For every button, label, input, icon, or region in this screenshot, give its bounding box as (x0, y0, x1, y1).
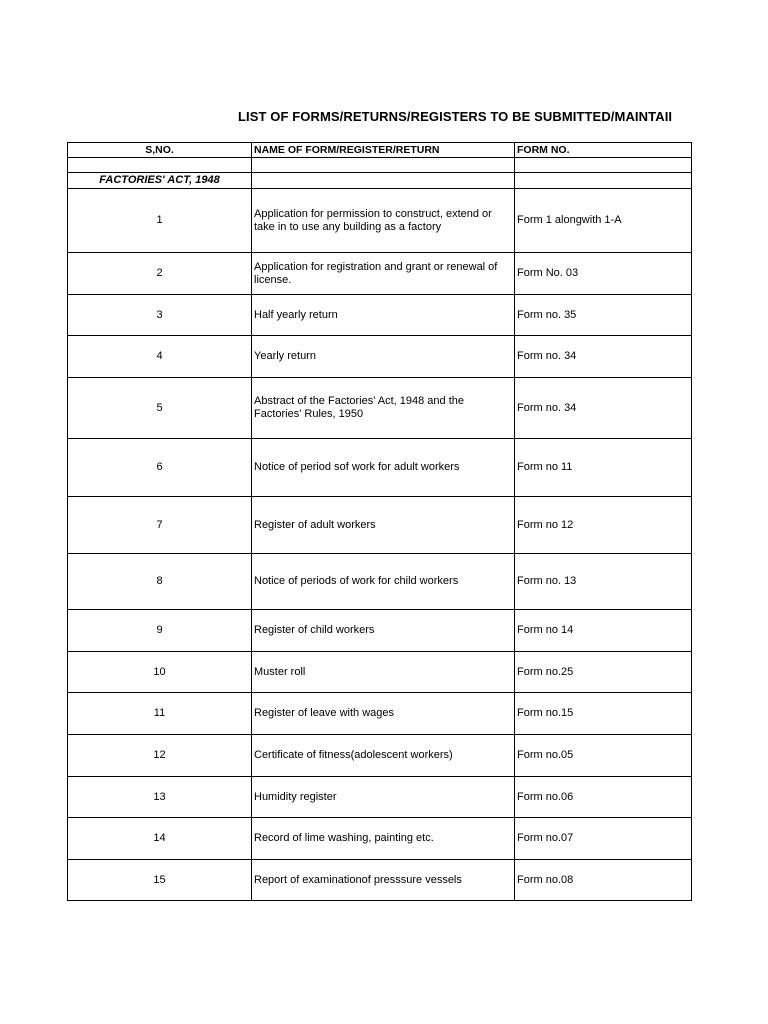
row-sno: 2 (68, 253, 252, 295)
row-sno: 3 (68, 295, 252, 336)
blank-cell (515, 173, 692, 189)
row-sno: 11 (68, 693, 252, 735)
row-name: Yearly return (252, 336, 515, 378)
header-name: NAME OF FORM/REGISTER/RETURN (252, 143, 515, 158)
row-sno: 9 (68, 610, 252, 652)
table-row (68, 693, 692, 735)
row-form-no: Form no. 13 (515, 554, 692, 610)
table-row (68, 497, 692, 554)
row-name: Register of leave with wages (252, 693, 515, 735)
row-form-no: Form no.25 (515, 652, 692, 693)
table-row (68, 818, 692, 860)
row-form-no: Form no. 34 (515, 378, 692, 439)
table-row (68, 295, 692, 336)
blank-cell (68, 158, 252, 173)
header-sno: S,NO. (68, 143, 252, 158)
row-name: Record of lime washing, painting etc. (252, 818, 515, 860)
row-sno: 1 (68, 189, 252, 253)
row-name: Muster roll (252, 652, 515, 693)
row-form-no: Form 1 alongwith 1-A (515, 189, 692, 253)
table-row (68, 777, 692, 818)
row-name: Half yearly return (252, 295, 515, 336)
row-sno: 10 (68, 652, 252, 693)
row-form-no: Form no. 35 (515, 295, 692, 336)
row-name: Certificate of fitness(adolescent workers) (252, 735, 515, 777)
table-row (68, 610, 692, 652)
row-name: Register of child workers (252, 610, 515, 652)
row-sno: 5 (68, 378, 252, 439)
row-name: Humidity register (252, 777, 515, 818)
row-sno: 7 (68, 497, 252, 554)
row-sno: 15 (68, 860, 252, 901)
row-form-no: Form no 12 (515, 497, 692, 554)
row-form-no: Form no.07 (515, 818, 692, 860)
blank-cell (515, 158, 692, 173)
row-name: Register of adult workers (252, 497, 515, 554)
table-row (68, 860, 692, 901)
row-name: Report of examinationof presssure vessels (252, 860, 515, 901)
table-row (68, 554, 692, 610)
table-row (68, 378, 692, 439)
section-row (68, 173, 692, 189)
blank-cell (252, 173, 515, 189)
row-form-no: Form No. 03 (515, 253, 692, 295)
row-form-no: Form no.15 (515, 693, 692, 735)
page-title-container (238, 106, 690, 128)
header-form-no: FORM NO. (515, 143, 692, 158)
row-name: Notice of periods of work for child workers (252, 554, 515, 610)
row-name: Notice of period sof work for adult workers (252, 439, 515, 497)
section-label: FACTORIES' ACT, 1948 (68, 173, 252, 189)
blank-row (68, 158, 692, 173)
row-form-no: Form no.06 (515, 777, 692, 818)
table-row (68, 735, 692, 777)
row-form-no: Form no.08 (515, 860, 692, 901)
table-row (68, 439, 692, 497)
row-sno: 8 (68, 554, 252, 610)
table-header-row (68, 143, 692, 158)
row-sno: 14 (68, 818, 252, 860)
row-name: Abstract of the Factories' Act, 1948 and the Factories' Rules, 1950 (252, 378, 515, 439)
table-row (68, 652, 692, 693)
row-form-no: Form no. 34 (515, 336, 692, 378)
table-row (68, 336, 692, 378)
row-sno: 13 (68, 777, 252, 818)
row-name: Application for permission to construct, extend or take in to use any building as a factory (252, 189, 515, 253)
forms-table (67, 142, 692, 901)
row-sno: 4 (68, 336, 252, 378)
row-name: Application for registration and grant or renewal of license. (252, 253, 515, 295)
blank-cell (252, 158, 515, 173)
page-title: LIST OF FORMS/RETURNS/REGISTERS TO BE SUBMITTED/MAINTAII (238, 109, 673, 124)
row-form-no: Form no 11 (515, 439, 692, 497)
row-sno: 6 (68, 439, 252, 497)
row-sno: 12 (68, 735, 252, 777)
row-form-no: Form no.05 (515, 735, 692, 777)
table-row (68, 253, 692, 295)
table-row (68, 189, 692, 253)
row-form-no: Form no 14 (515, 610, 692, 652)
